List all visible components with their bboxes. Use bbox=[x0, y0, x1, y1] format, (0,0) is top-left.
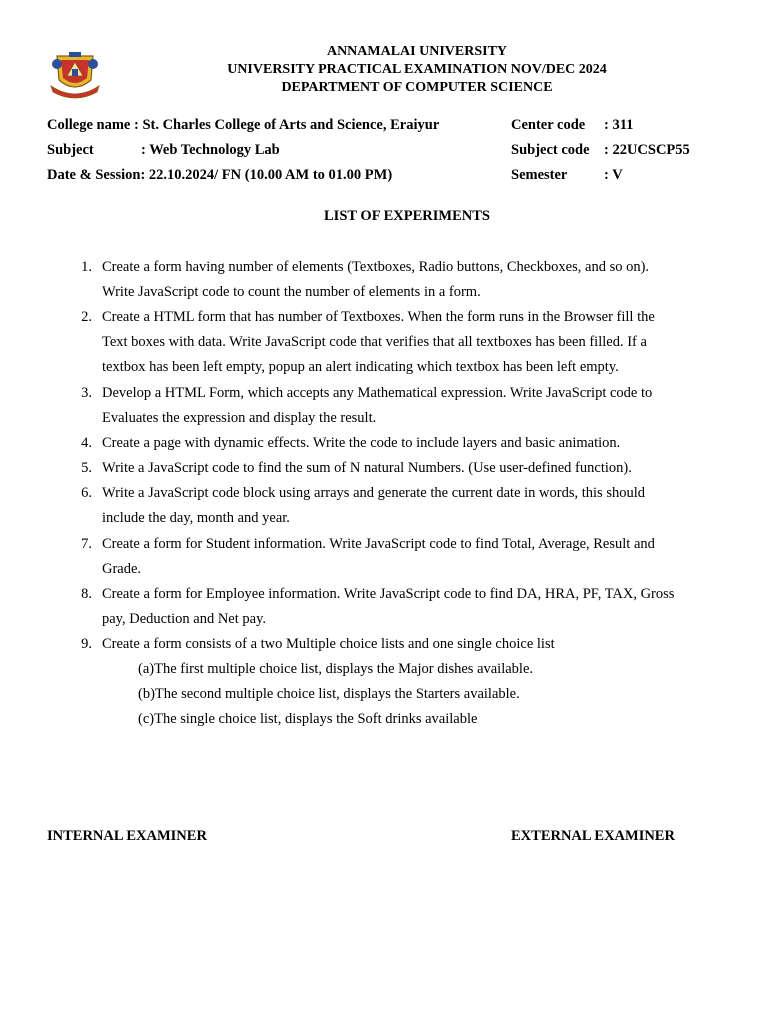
experiment-text bbox=[102, 582, 732, 632]
date-row bbox=[47, 167, 392, 184]
date-label: Date & Session bbox=[47, 167, 141, 183]
subject-label: Subject bbox=[47, 142, 94, 158]
center-value: : 311 bbox=[604, 117, 634, 133]
experiment-number: 9. bbox=[81, 636, 92, 652]
experiment-line: Evaluates the expression and display the result. bbox=[102, 410, 377, 427]
experiment-text bbox=[102, 305, 732, 381]
sub-item: (b)The second multiple choice list, displays the Starters available. bbox=[138, 686, 520, 702]
experiment-line: include the day, month and year. bbox=[102, 510, 290, 527]
subject-code-value: : 22UCSCP55 bbox=[604, 142, 690, 158]
experiment-line: textbox has been left empty, popup an alert indicating which textbox has been left empty. bbox=[102, 359, 619, 376]
experiment-line: Create a form for Employee information. Write JavaScript code to find DA, HRA, PF, TAX, Gross bbox=[102, 586, 675, 602]
department-name: DEPARTMENT OF COMPUTER SCIENCE bbox=[281, 80, 553, 95]
college-row bbox=[47, 117, 439, 134]
subject-value: : Web Technology Lab bbox=[141, 142, 280, 158]
experiment-text bbox=[102, 381, 732, 431]
document-header bbox=[0, 43, 768, 97]
experiment-text bbox=[102, 431, 732, 456]
experiment-number: 7. bbox=[81, 536, 92, 552]
subject-code-label: Subject code bbox=[511, 142, 590, 158]
college-label: College name bbox=[47, 117, 131, 133]
internal-examiner-label: INTERNAL EXAMINER bbox=[47, 828, 207, 844]
experiment-line: Create a HTML form that has number of Textboxes. When the form runs in the Browser fill the bbox=[102, 309, 655, 325]
experiment-line: Write JavaScript code to count the number of elements in a form. bbox=[102, 284, 481, 301]
experiment-number: 3. bbox=[81, 385, 92, 401]
experiment-line: Create a form consists of a two Multiple choice lists and one single choice list bbox=[102, 636, 555, 652]
experiment-text bbox=[102, 481, 732, 531]
external-examiner-label: EXTERNAL EXAMINER bbox=[511, 828, 675, 844]
experiment-line: Write a JavaScript code to find the sum of N natural Numbers. (Use user-defined function). bbox=[102, 460, 632, 476]
experiment-text bbox=[102, 255, 732, 305]
college-value: : St. Charles College of Arts and Science, Eraiyur bbox=[133, 117, 440, 133]
experiment-line: pay, Deduction and Net pay. bbox=[102, 611, 267, 628]
experiment-number: 1. bbox=[81, 259, 92, 275]
experiment-line: Create a form having number of elements (Textboxes, Radio buttons, Checkboxes, and so on). bbox=[102, 259, 650, 275]
semester-value: : V bbox=[604, 167, 623, 183]
experiment-line: Develop a HTML Form, which accepts any Mathematical expression. Write JavaScript code to bbox=[102, 385, 653, 401]
experiment-number: 4. bbox=[81, 435, 92, 451]
experiment-line: Create a form for Student information. Write JavaScript code to find Total, Average, Result and bbox=[102, 536, 655, 552]
experiment-number: 6. bbox=[81, 485, 92, 501]
experiment-number: 5. bbox=[81, 460, 92, 476]
experiment-text bbox=[102, 456, 732, 481]
experiment-line: Create a page with dynamic effects. Write the code to include layers and basic animation. bbox=[102, 435, 621, 451]
experiment-text bbox=[102, 632, 732, 657]
sub-item: (a)The first multiple choice list, displays the Major dishes available. bbox=[138, 661, 534, 677]
exam-title: UNIVERSITY PRACTICAL EXAMINATION NOV/DEC 2024 bbox=[227, 62, 607, 77]
experiment-number: 2. bbox=[81, 309, 92, 325]
date-value: : 22.10.2024/ FN (10.00 AM to 01.00 PM) bbox=[140, 167, 393, 183]
list-title: LIST OF EXPERIMENTS bbox=[324, 208, 490, 224]
experiment-text bbox=[102, 532, 732, 582]
experiment-line: Grade. bbox=[102, 561, 142, 578]
experiment-number: 8. bbox=[81, 586, 92, 602]
semester-label: Semester bbox=[511, 167, 568, 183]
sub-item: (c)The single choice list, displays the Soft drinks available bbox=[138, 711, 478, 727]
university-name: ANNAMALAI UNIVERSITY bbox=[326, 44, 508, 59]
experiment-line: Text boxes with data. Write JavaScript code that verifies that all textboxes has been filled. If a bbox=[102, 334, 647, 351]
center-label: Center code bbox=[511, 117, 586, 133]
experiment-line: Write a JavaScript code block using arrays and generate the current date in words, this should bbox=[102, 485, 645, 501]
